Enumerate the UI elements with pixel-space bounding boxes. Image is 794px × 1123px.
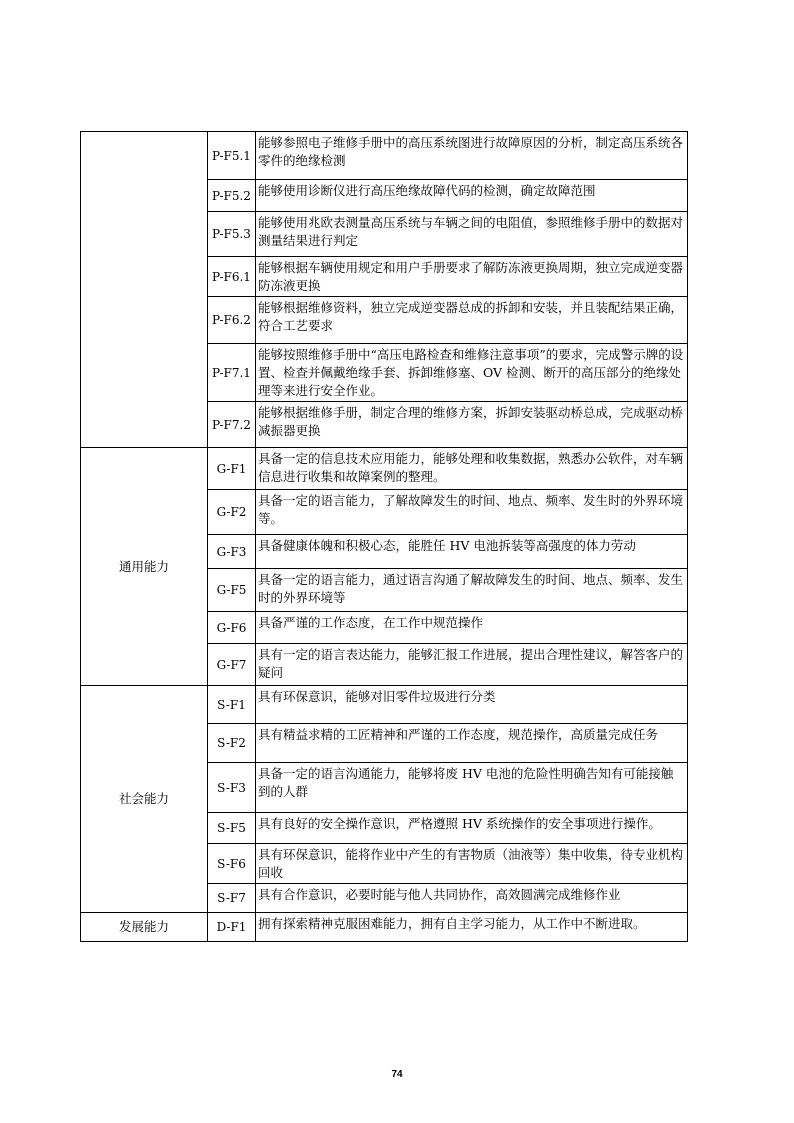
- ability-code: G-F1: [208, 448, 256, 490]
- ability-code: G-F5: [208, 569, 256, 612]
- ability-description: 具有环保意识，能将作业中产生的有害物质（油液等）集中收集，待专业机构回收: [256, 844, 688, 884]
- ability-code: D-F1: [208, 913, 256, 942]
- ability-code: P-F7.2: [208, 402, 256, 448]
- ability-table: [80, 131, 688, 942]
- ability-description: 具有合作意识，必要时能与他人共同协作，高效圆满完成维修作业: [256, 884, 688, 913]
- ability-description: 能够使用诊断仪进行高压绝缘故障代码的检测，确定故障范围: [256, 180, 688, 212]
- ability-description: 能够根据车辆使用规定和用户手册要求了解防冻液更换周期，独立完成逆变器防冻液更换: [256, 257, 688, 297]
- ability-code: S-F7: [208, 884, 256, 913]
- ability-description: 具备一定的语言沟通能力，能够将废 HV 电池的危险性明确告知有可能接触到的人群: [256, 763, 688, 813]
- ability-code: G-F6: [208, 612, 256, 644]
- table-row: [81, 686, 688, 724]
- category-social: 社会能力: [81, 686, 208, 913]
- ability-description: 具备健康体魄和积极心态，能胜任 HV 电池拆装等高强度的体力劳动: [256, 535, 688, 569]
- category-cell-continued: [81, 132, 208, 448]
- ability-description: 具备严谨的工作态度，在工作中规范操作: [256, 612, 688, 644]
- ability-code: P-F5.2: [208, 180, 256, 212]
- ability-code: P-F6.1: [208, 257, 256, 297]
- table-row: [81, 132, 688, 180]
- ability-description: 能够使用兆欧表测量高压系统与车辆之间的电阻值，参照维修手册中的数据对测量结果进行判定: [256, 212, 688, 257]
- ability-code: P-F6.2: [208, 297, 256, 344]
- ability-description: 具有一定的语言表达能力，能够汇报工作进展，提出合理性建议，解答客户的疑问: [256, 644, 688, 686]
- ability-code: S-F6: [208, 844, 256, 884]
- ability-description: 具备一定的语言能力，通过语言沟通了解故障发生的时间、地点、频率、发生时的外界环境等: [256, 569, 688, 612]
- ability-description: 拥有探索精神克服困难能力，拥有自主学习能力，从工作中不断进取。: [256, 913, 688, 942]
- ability-description: 具有环保意识，能够对旧零件垃圾进行分类: [256, 686, 688, 724]
- ability-code: G-F7: [208, 644, 256, 686]
- ability-code: G-F2: [208, 490, 256, 535]
- table-row: [81, 913, 688, 942]
- ability-code: S-F1: [208, 686, 256, 724]
- ability-description: 具有良好的安全操作意识，严格遵照 HV 系统操作的安全事项进行操作。: [256, 813, 688, 844]
- ability-description: 能够按照维修手册中“高压电路检查和维修注意事项”的要求，完成警示牌的设置、检查并佩戴绝缘手套、拆卸维修塞、OV 检测、断开的高压部分的绝缘处理等来进行安全作业。: [256, 344, 688, 402]
- table-row: [81, 448, 688, 490]
- ability-code: P-F5.1: [208, 132, 256, 180]
- ability-code: S-F3: [208, 763, 256, 813]
- ability-code: S-F5: [208, 813, 256, 844]
- ability-description: 能够根据维修手册，制定合理的维修方案，拆卸安装驱动桥总成，完成驱动桥减振器更换: [256, 402, 688, 448]
- ability-description: 具备一定的语言能力，了解故障发生的时间、地点、频率、发生时的外界环境等。: [256, 490, 688, 535]
- ability-code: P-F5.3: [208, 212, 256, 257]
- ability-description: 能够参照电子维修手册中的高压系统图进行故障原因的分析，制定高压系统各零件的绝缘检测: [256, 132, 688, 180]
- ability-code: S-F2: [208, 724, 256, 763]
- ability-code: P-F7.1: [208, 344, 256, 402]
- page-number: 74: [391, 1069, 403, 1080]
- ability-description: 能够根据维修资料，独立完成逆变器总成的拆卸和安装，并且装配结果正确，符合工艺要求: [256, 297, 688, 344]
- category-development: 发展能力: [81, 913, 208, 942]
- ability-description: 具备一定的信息技术应用能力，能够处理和收集数据，熟悉办公软件，对车辆信息进行收集和故障案例的整理。: [256, 448, 688, 490]
- category-general: 通用能力: [81, 448, 208, 686]
- ability-description: 具有精益求精的工匠精神和严谨的工作态度，规范操作，高质量完成任务: [256, 724, 688, 763]
- ability-code: G-F3: [208, 535, 256, 569]
